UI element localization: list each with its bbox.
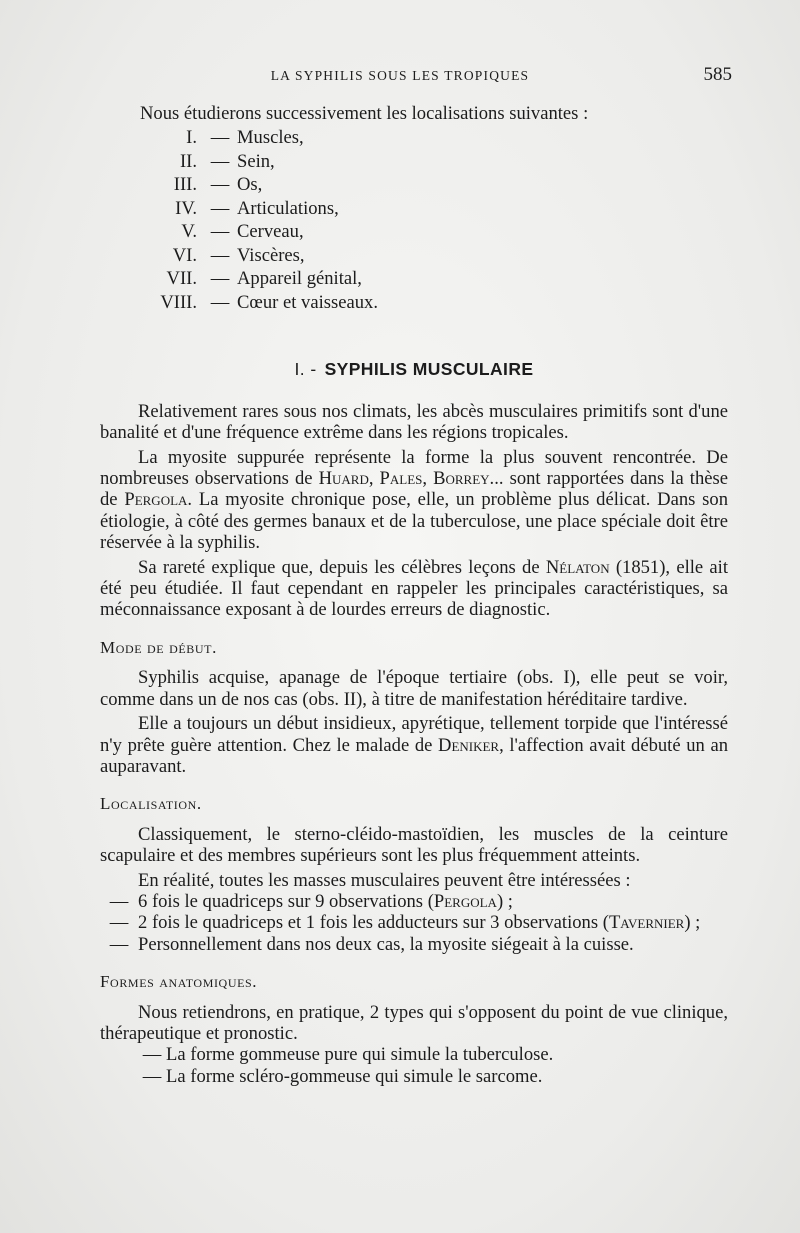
section-number: I. - bbox=[294, 359, 317, 380]
page-number: 585 bbox=[703, 64, 732, 85]
list-item: III. — Os, bbox=[173, 174, 263, 196]
list-item: — La forme gommeuse pure qui simule la tuberculose. bbox=[142, 1044, 554, 1066]
localisation-observations-list bbox=[100, 891, 728, 955]
subheading-localisation: Localisation. bbox=[100, 794, 202, 814]
formes-list bbox=[100, 1044, 728, 1087]
paragraph: Nous retiendrons, en pratique, 2 types qui s'opposent du point de vue clinique, thérapeutique et pronostic. bbox=[100, 1001, 728, 1044]
paragraph: En réalité, toutes les masses musculaires peuvent être intéressées : bbox=[138, 869, 631, 891]
paragraph: Syphilis acquise, apanage de l'époque tertiaire (obs. I), elle peut se voir, comme dans un de nos cas (obs. II), à titre de manifestation héréditaire tardive. bbox=[100, 667, 728, 710]
paragraph: Sa rareté explique que, depuis les célèbres leçons de Nélaton (1851), elle ait été peu étudiée. Il faut cependant en rappeler les principales caractéristiques, sa méconnaissance exposant à de lourdes erreurs de diagnostic. bbox=[100, 556, 728, 621]
intro-paragraph: Nous étudierons successivement les localisations suivantes : bbox=[140, 103, 589, 124]
running-head: LA SYPHILIS SOUS LES TROPIQUES bbox=[270, 68, 530, 83]
list-item: VI. — Viscères, bbox=[172, 244, 305, 266]
section-title bbox=[100, 359, 728, 380]
page-body bbox=[100, 103, 728, 1087]
paragraph: Classiquement, le sterno-cléido-mastoïdien, les muscles de la ceinture scapulaire et des membres supérieurs sont les plus fréquemment atteints. bbox=[100, 823, 728, 867]
paragraph: Relativement rares sous nos climats, les abcès musculaires primitifs sont d'une banalité et d'une fréquence extrême dans les régions tropicales. bbox=[100, 400, 728, 444]
author-name: Nélaton bbox=[545, 556, 610, 578]
author-name: Pergola bbox=[124, 489, 188, 511]
list-item: II. — Sein, bbox=[179, 150, 275, 172]
list-item: — 6 fois le quadriceps sur 9 observations (Pergola) ; bbox=[109, 890, 513, 912]
list-item: IV. — Articulations, bbox=[175, 197, 339, 219]
list-item: I. — Muscles, bbox=[186, 127, 304, 149]
list-item: V. — Cerveau, bbox=[181, 221, 304, 243]
paragraph: Elle a toujours un début insidieux, apyrétique, tellement torpide que l'intéressé n'y prête guère attention. Chez le malade de Deniker, l'affection avait débuté un an auparavant. bbox=[100, 713, 728, 777]
list-item: — Personnellement dans nos deux cas, la myosite siégeait à la cuisse. bbox=[109, 933, 634, 955]
list-item: VIII. — Cœur et vaisseaux. bbox=[160, 291, 378, 313]
list-item: — La forme scléro-gommeuse qui simule le sarcome. bbox=[142, 1065, 543, 1087]
list-item: VII. — Appareil génital, bbox=[166, 268, 362, 290]
paragraph: La myosite suppurée représente la forme la plus souvent rencontrée. De nombreuses observations de Huard, Pales, Borrey... sont rapportées dans la thèse de Pergola. La myosite chronique pose, elle, un problème plus délicat. Dans son étiologie, à côté des germes banaux et de la tuberculose, une place spéciale doit être réservée à la syphilis. bbox=[100, 446, 728, 554]
list-item: — 2 fois le quadriceps et 1 fois les adducteurs sur 3 observations (Tavernier) ; bbox=[109, 912, 701, 934]
localisations-list bbox=[100, 127, 728, 315]
subheading-formes-anatomiques: Formes anatomiques. bbox=[100, 972, 258, 992]
author-name: Deniker bbox=[438, 734, 500, 756]
section-heading: SYPHILIS MUSCULAIRE bbox=[324, 359, 534, 380]
subheading-mode-debut: Mode de début. bbox=[100, 637, 217, 657]
author-names: Huard, Pales, Borrey... bbox=[318, 468, 504, 490]
